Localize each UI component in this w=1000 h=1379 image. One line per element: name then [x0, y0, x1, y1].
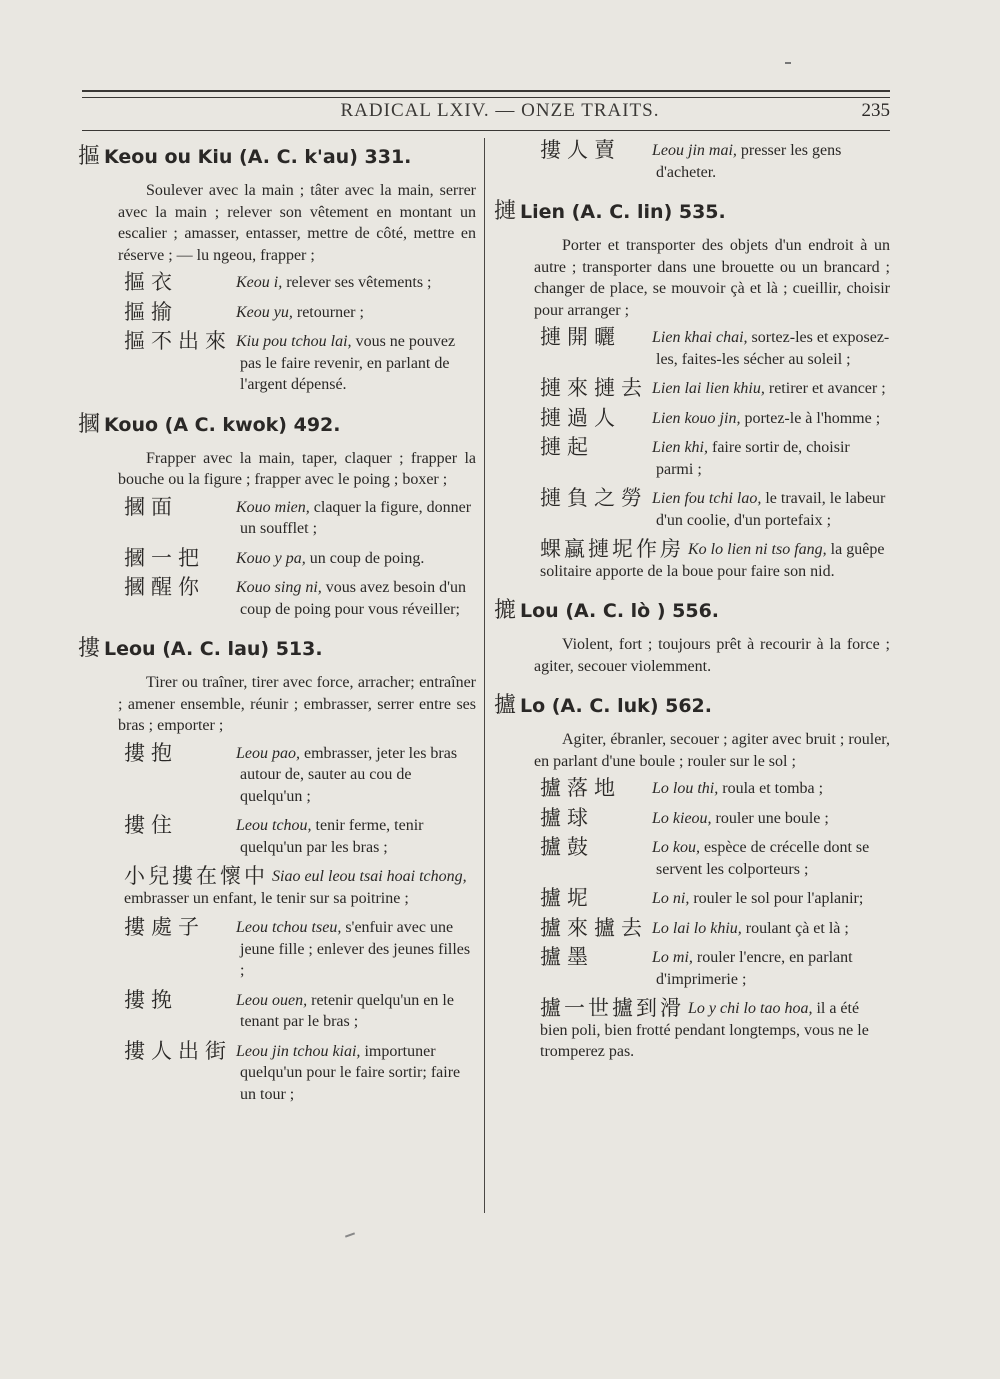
example-characters: 攎來攎去	[540, 915, 648, 940]
entry-headword-character: 摑	[78, 411, 101, 437]
example-characters: 小兒摟在懷中	[124, 864, 268, 888]
running-title: RADICAL LXIV. — ONZE TRAITS.	[340, 100, 660, 121]
example-romanization: Lien khai chai,	[652, 329, 748, 346]
example-translation: importuner quelqu'un pour le faire sortir; faire un tour ;	[240, 1042, 461, 1103]
example-romanization: Siao eul leou tsai hoai tchong,	[272, 868, 467, 885]
left-column	[78, 140, 476, 1117]
example-phrase	[540, 405, 890, 430]
entry-definition: Tirer ou traîner, tirer avec force, arracher; entraîner ; amener ensemble, réunir ; embrasser, serrer entre ses bras ; emporter ;	[118, 674, 476, 734]
example-phrase	[540, 378, 890, 400]
example-romanization: Kouo mien,	[236, 498, 310, 516]
example-phrase	[124, 494, 476, 540]
entry-definition: Violent, fort ; toujours prêt à recourir à la force ; agiter, secouer violemment.	[534, 636, 890, 675]
example-translation: le travail, le labeur d'un coolie, d'un portefaix ;	[656, 490, 886, 529]
example-phrase	[540, 915, 890, 940]
example-translation: s'enfuir avec une jeune fille ; enlever des jeunes filles ;	[240, 919, 471, 979]
example-phrase	[124, 331, 476, 396]
example-translation: roula et tomba ;	[718, 780, 824, 797]
example-phrase	[540, 947, 890, 990]
example-characters: 摙過人	[540, 405, 621, 430]
right-column	[494, 140, 890, 1075]
example-translation: embrasser un enfant, le tenir sur sa poitrine ;	[124, 889, 409, 907]
example-characters: 摙來摙去	[540, 376, 648, 400]
example-romanization: Lo ni,	[652, 890, 690, 907]
example-romanization: Lo mi,	[652, 949, 693, 966]
entry-headword-character: 摟	[78, 636, 101, 661]
example-translation: retenir quelqu'un en le tenant par le bras ;	[240, 991, 454, 1030]
example-romanization: Keou yu,	[236, 303, 293, 321]
example-characters: 摟人賣	[540, 138, 621, 162]
example-translation: espèce de crécelle dont se servent les colporteurs ;	[656, 839, 870, 878]
header-rule	[82, 130, 890, 131]
example-romanization: Leou jin mai,	[652, 142, 737, 159]
dictionary-entry	[78, 140, 476, 396]
example-translation: vous avez besoin d'un coup de poing pour vous réveiller;	[240, 579, 466, 618]
example-characters: 摙起	[540, 435, 594, 459]
example-translation: claquer la figure, donner un soufflet ;	[240, 498, 472, 537]
column-divider	[484, 138, 485, 1213]
example-translation: la guêpe solitaire apporte de la boue pour faire son nid.	[540, 541, 885, 580]
example-characters: 攎落地	[540, 776, 621, 800]
example-characters: 摟抱	[124, 740, 178, 765]
dictionary-entry	[494, 195, 890, 582]
entry-headword-reading: Lien (A. C. lin) 535.	[520, 201, 726, 223]
example-phrase	[540, 539, 890, 582]
example-romanization: Leou ouen,	[236, 991, 308, 1009]
example-translation: il a été bien poli, bien frotté pendant longtemps, vous ne le tromperez pas.	[540, 1000, 869, 1060]
example-characters: 攎墨	[540, 945, 594, 969]
dictionary-entry	[494, 689, 890, 1063]
dictionary-entry	[494, 140, 890, 183]
example-characters: 摙負之勞	[540, 486, 648, 510]
example-characters: 摟處子	[124, 915, 205, 939]
entry-headword-character: 摳	[78, 144, 101, 169]
example-characters: 蜾蠃摙坭作房	[540, 537, 684, 561]
ink-smudge	[785, 62, 791, 64]
example-romanization: Lo lai lo khiu,	[652, 919, 742, 937]
example-translation: rouler l'encre, en parlant d'imprimerie ;	[656, 949, 853, 988]
example-translation: presser les gens d'acheter.	[656, 142, 842, 181]
example-translation: vous ne pouvez pas le faire revenir, en parlant de l'argent dépensé.	[240, 333, 456, 393]
dictionary-entry	[494, 594, 890, 677]
example-characters: 摙開曬	[540, 325, 621, 349]
entry-headword-reading: Lou (A. C. lò ) 556.	[520, 600, 720, 622]
example-translation: roulant çà et là ;	[741, 919, 849, 937]
example-characters: 摳不出來	[124, 329, 232, 353]
example-characters: 摟挽	[124, 987, 178, 1012]
example-phrase	[540, 888, 890, 910]
example-phrase	[540, 778, 890, 800]
example-translation: rouler le sol pour l'aplanir;	[689, 890, 864, 907]
example-phrase	[540, 437, 890, 480]
example-characters: 攎一世攎到滑	[540, 996, 684, 1020]
example-translation: retirer et avancer ;	[764, 380, 886, 397]
example-romanization: Lien khi,	[652, 439, 708, 456]
example-romanization: Kiu pou tchou lai,	[236, 333, 352, 350]
entry-heading	[494, 195, 890, 229]
example-phrase	[540, 837, 890, 880]
entry-headword-reading: Lo (A. C. luk) 562.	[520, 695, 712, 717]
example-romanization: Lien lai lien khiu,	[652, 380, 765, 397]
entry-heading	[78, 632, 476, 666]
entry-headword-character: 摙	[494, 199, 517, 224]
example-translation: relever ses vêtements ;	[282, 274, 432, 291]
example-romanization: Lien kouo jin,	[652, 409, 741, 427]
example-characters: 摑面	[124, 494, 178, 519]
entry-headword-reading: Kouo (A C. kwok) 492.	[104, 413, 341, 436]
example-phrase	[540, 805, 890, 830]
entry-definition: Frapper avec la main, taper, claquer ; frapper la bouche ou la figure ; frapper avec le poing ; boxer ;	[118, 449, 476, 488]
example-characters: 摟住	[124, 813, 178, 837]
dictionary-entry	[78, 408, 476, 621]
example-romanization: Leou jin tchou kiai,	[236, 1042, 361, 1060]
example-phrase	[124, 272, 476, 294]
example-translation: faire sortir de, choisir parmi ;	[656, 439, 850, 478]
example-romanization: Lien fou tchi lao,	[652, 490, 762, 507]
entry-definition: Porter et transporter des objets d'un endroit à un autre ; transporter dans une brouette ou un brancard ; changer de place, se mouvoir çà et là ; cueillir, choisir pour arranger ;	[534, 237, 890, 319]
entry-heading	[494, 689, 890, 723]
example-phrase	[124, 1038, 476, 1106]
entry-heading	[494, 594, 890, 628]
example-phrase	[124, 299, 476, 324]
example-characters: 摑一把	[124, 545, 205, 570]
example-romanization: Lo y chi lo tao hoa,	[688, 1000, 813, 1017]
example-phrase	[540, 488, 890, 531]
example-phrase	[124, 866, 476, 909]
top-rule-thin	[82, 97, 890, 98]
ink-mark	[345, 1232, 355, 1237]
example-characters: 摑醒你	[124, 575, 205, 599]
example-translation: retourner ;	[292, 303, 364, 321]
top-rule	[82, 90, 890, 92]
entry-heading	[78, 140, 476, 174]
example-phrase	[540, 140, 890, 183]
example-characters: 摟人出街	[124, 1038, 232, 1063]
example-characters: 攎鼓	[540, 835, 594, 859]
example-translation: embrasser, jeter les bras autour de, sauter au cou de quelqu'un ;	[240, 744, 458, 805]
example-translation: rouler une boule ;	[711, 809, 829, 827]
example-romanization: Lo kieou,	[652, 809, 712, 827]
example-romanization: Kouo sing ni,	[236, 579, 322, 596]
example-phrase	[124, 545, 476, 570]
example-characters: 攎球	[540, 805, 594, 830]
example-phrase	[124, 987, 476, 1033]
example-phrase	[124, 815, 476, 858]
example-translation: tenir ferme, tenir quelqu'un par les bras ;	[240, 817, 424, 856]
dictionary-entry	[78, 632, 476, 1105]
entry-headword-reading: Keou ou Kiu (A. C. k'au) 331.	[104, 146, 412, 168]
example-characters: 摳衣	[124, 270, 178, 294]
example-romanization: Lo lou thi,	[652, 780, 719, 797]
example-phrase	[124, 577, 476, 620]
entry-headword-character: 攎	[494, 693, 517, 718]
example-phrase	[540, 327, 890, 370]
example-romanization: Kouo y pa,	[236, 549, 306, 567]
example-romanization: Leou tchou,	[236, 817, 312, 834]
example-romanization: Leou pao,	[236, 744, 300, 762]
example-translation: portez-le à l'homme ;	[740, 409, 881, 427]
example-romanization: Keou i,	[236, 274, 283, 291]
entry-headword-character: 摝	[494, 598, 517, 623]
example-characters: 摳揄	[124, 299, 178, 324]
entry-heading	[78, 408, 476, 442]
entry-headword-reading: Leou (A. C. lau) 513.	[104, 638, 323, 660]
example-phrase	[124, 740, 476, 808]
example-romanization: Leou tchou tseu,	[236, 919, 342, 936]
page-number: 235	[861, 100, 890, 121]
example-translation: un coup de poing.	[305, 549, 425, 567]
example-phrase	[540, 998, 890, 1063]
example-phrase	[124, 917, 476, 982]
example-characters: 攎坭	[540, 886, 594, 910]
example-romanization: Lo kou,	[652, 839, 700, 856]
example-translation: sortez-les et exposez-les, faites-les sécher au soleil ;	[656, 329, 890, 368]
entry-definition: Agiter, ébranler, secouer ; agiter avec bruit ; rouler, en parlant d'une boule ; rouler sur le sol ;	[534, 731, 890, 770]
entry-definition: Soulever avec la main ; tâter avec la main, serrer avec la main ; relever son vêtement en montant un escalier ; amasser, entasser, mettre de côté, mettre en réserve ; — lu ngeou, frapper ;	[118, 182, 476, 264]
example-romanization: Ko lo lien ni tso fang,	[688, 541, 827, 558]
